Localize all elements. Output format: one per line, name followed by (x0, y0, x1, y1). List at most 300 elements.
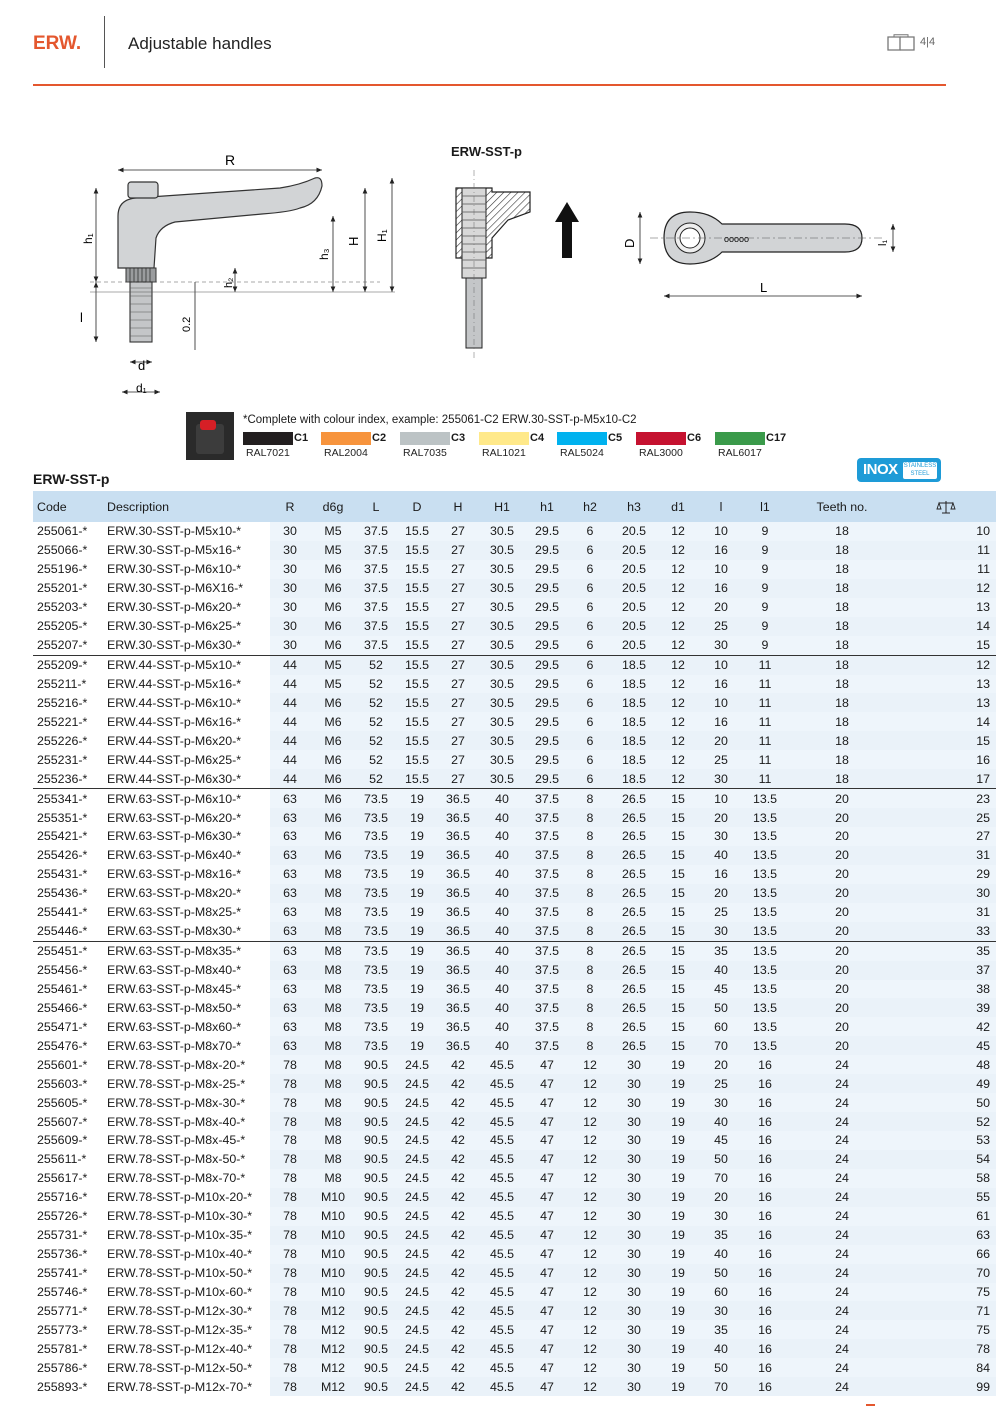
table-cell: 36.5 (438, 961, 478, 980)
colour-ral: RAL7021 (246, 447, 290, 459)
colour-ral: RAL3000 (639, 447, 683, 459)
table-cell: 31 (896, 903, 996, 922)
table-cell: 47 (526, 1055, 568, 1074)
table-cell: 255607-* (33, 1112, 103, 1131)
table-cell: 12 (568, 1055, 612, 1074)
table-cell: 47 (526, 1131, 568, 1150)
table-cell: 24 (788, 1339, 896, 1358)
table-cell: 52 (356, 750, 396, 769)
table-cell: 27 (438, 522, 478, 541)
table-cell: 90.5 (356, 1169, 396, 1188)
table-cell: 255207-* (33, 636, 103, 655)
table-cell: 42 (438, 1055, 478, 1074)
table-cell: 19 (396, 865, 438, 884)
table-cell: 73.5 (356, 941, 396, 960)
table-cell: 6 (568, 731, 612, 750)
table-cell: M12 (310, 1320, 356, 1339)
table-cell: 24.5 (396, 1339, 438, 1358)
table-cell: 30 (700, 636, 742, 655)
table-cell: 6 (568, 750, 612, 769)
svg-text:0.2: 0.2 (181, 316, 193, 332)
table-cell: 30 (612, 1169, 656, 1188)
table-cell: 63 (270, 827, 310, 846)
colour-swatch (243, 432, 293, 445)
table-row (33, 1301, 996, 1320)
table-cell: 27 (438, 579, 478, 598)
table-cell: 42 (438, 1226, 478, 1245)
svg-text:H: H (346, 236, 361, 246)
table-cell: 15 (656, 827, 700, 846)
table-cell: 30 (612, 1320, 656, 1339)
table-cell: 255736-* (33, 1245, 103, 1264)
table-cell: 24.5 (396, 1055, 438, 1074)
colour-code: C3 (451, 432, 466, 444)
table-cell: 6 (568, 636, 612, 655)
colour-swatch (636, 432, 686, 445)
table-cell: 16 (742, 1112, 788, 1131)
table-cell: 36.5 (438, 865, 478, 884)
table-row (33, 1150, 996, 1169)
table-cell: 20 (788, 903, 896, 922)
table-cell: 78 (270, 1245, 310, 1264)
table-cell: 29.5 (526, 769, 568, 788)
table-cell: 8 (568, 941, 612, 960)
table-cell: 45.5 (478, 1112, 526, 1131)
table-cell: 52 (356, 731, 396, 750)
table-cell: 11 (742, 712, 788, 731)
table-cell: 12 (656, 655, 700, 674)
table-cell: 24.5 (396, 1358, 438, 1377)
table-cell: 24.5 (396, 1112, 438, 1131)
table-cell: 8 (568, 1017, 612, 1036)
table-cell: 30 (896, 884, 996, 903)
table-cell: 50 (700, 1150, 742, 1169)
table-cell: 19 (656, 1301, 700, 1320)
table-cell: M10 (310, 1188, 356, 1207)
table-cell: 40 (478, 1036, 526, 1055)
table-cell: 90.5 (356, 1207, 396, 1226)
table-cell: 12 (568, 1207, 612, 1226)
table-row (33, 1188, 996, 1207)
page-header (0, 0, 946, 88)
table-cell: 18 (788, 769, 896, 788)
table-cell: 16 (742, 1283, 788, 1302)
colour-note: *Complete with colour index, example: 255061-C2 ERW.30-SST-p-M5x10-C2 (243, 414, 637, 426)
table-cell: 16 (742, 1358, 788, 1377)
table-cell: M12 (310, 1301, 356, 1320)
colour-ral: RAL5024 (560, 447, 604, 459)
table-cell: 24.5 (396, 1301, 438, 1320)
table-row (33, 1377, 996, 1396)
table-cell: ERW.63-SST-p-M8x20-* (103, 884, 270, 903)
table-cell: 12 (568, 1301, 612, 1320)
table-cell: M8 (310, 1169, 356, 1188)
table-cell: M8 (310, 961, 356, 980)
table-cell: 24 (788, 1377, 896, 1396)
table-cell: 20.5 (612, 636, 656, 655)
table-cell: 40 (478, 808, 526, 827)
table-row (33, 712, 996, 731)
table-cell: 47 (526, 1169, 568, 1188)
table-cell: 24 (788, 1169, 896, 1188)
table-cell: 90.5 (356, 1150, 396, 1169)
table-cell: 255061-* (33, 522, 103, 541)
table-cell: 78 (270, 1339, 310, 1358)
table-cell: 15.5 (396, 655, 438, 674)
table-cell: 37 (896, 961, 996, 980)
table-cell: 255209-* (33, 655, 103, 674)
table-cell: 16 (742, 1226, 788, 1245)
table-cell: 30 (270, 579, 310, 598)
table-cell: 255605-* (33, 1093, 103, 1112)
table-cell: 45.5 (478, 1283, 526, 1302)
table-cell: 45.5 (478, 1339, 526, 1358)
table-cell: 16 (742, 1301, 788, 1320)
table-cell: 8 (568, 827, 612, 846)
table-cell: 24 (788, 1112, 896, 1131)
table-cell: 24 (788, 1055, 896, 1074)
table-cell: 30.5 (478, 712, 526, 731)
table-cell: 255231-* (33, 750, 103, 769)
table-cell: 45.5 (478, 1207, 526, 1226)
table-cell: 19 (656, 1150, 700, 1169)
table-cell: 78 (270, 1207, 310, 1226)
table-cell: 33 (896, 922, 996, 941)
table-cell: 78 (270, 1226, 310, 1245)
table-cell: 25 (700, 750, 742, 769)
table-cell: 13.5 (742, 808, 788, 827)
colour-ral: RAL1021 (482, 447, 526, 459)
table-cell: 16 (700, 712, 742, 731)
table-cell: 20 (788, 808, 896, 827)
table-row (33, 1320, 996, 1339)
table-cell: 255446-* (33, 922, 103, 941)
table-row (33, 941, 996, 960)
colour-swatch (400, 432, 450, 445)
table-cell: 15.5 (396, 541, 438, 560)
table-cell: 37.5 (526, 865, 568, 884)
table-cell: 14 (896, 617, 996, 636)
table-cell: 29.5 (526, 675, 568, 694)
table-cell: 255609-* (33, 1131, 103, 1150)
table-cell: 13 (896, 675, 996, 694)
table-cell: 30.5 (478, 598, 526, 617)
table-row (33, 636, 996, 655)
table-cell: 45.5 (478, 1245, 526, 1264)
table-cell: 35 (896, 941, 996, 960)
table-cell: 63 (270, 865, 310, 884)
table-cell: 8 (568, 1036, 612, 1055)
table-cell: 255421-* (33, 827, 103, 846)
table-cell: 19 (396, 1017, 438, 1036)
table-cell: 63 (270, 808, 310, 827)
spec-table (33, 491, 996, 1396)
table-cell: 255771-* (33, 1301, 103, 1320)
table-cell: ERW.63-SST-p-M8x50-* (103, 998, 270, 1017)
table-cell: 29.5 (526, 636, 568, 655)
table-cell: 24.5 (396, 1245, 438, 1264)
table-cell: 13.5 (742, 789, 788, 808)
table-cell: 45.5 (478, 1093, 526, 1112)
table-row (33, 1074, 996, 1093)
table-cell: 75 (896, 1283, 996, 1302)
table-cell: 6 (568, 617, 612, 636)
table-cell: ERW.44-SST-p-M5x10-* (103, 655, 270, 674)
table-cell: 66 (896, 1245, 996, 1264)
table-cell: 40 (478, 827, 526, 846)
table-cell: M5 (310, 541, 356, 560)
table-cell: M5 (310, 655, 356, 674)
table-cell: 24 (788, 1301, 896, 1320)
table-cell: 10 (700, 789, 742, 808)
table-cell: 47 (526, 1264, 568, 1283)
table-cell: M10 (310, 1226, 356, 1245)
table-cell: 37.5 (356, 598, 396, 617)
table-cell: M12 (310, 1339, 356, 1358)
table-cell: 255226-* (33, 731, 103, 750)
table-cell: 19 (656, 1245, 700, 1264)
table-cell: 50 (700, 1358, 742, 1377)
column-header: Description (103, 491, 270, 522)
weight-column-header (896, 491, 996, 522)
table-cell: 30 (700, 922, 742, 941)
table-cell: 90.5 (356, 1339, 396, 1358)
table-row (33, 903, 996, 922)
table-cell: 11 (742, 731, 788, 750)
table-cell: ERW.30-SST-p-M6x30-* (103, 636, 270, 655)
table-cell: 20 (788, 789, 896, 808)
table-cell: 90.5 (356, 1283, 396, 1302)
table-cell: M6 (310, 693, 356, 712)
colour-ral: RAL2004 (324, 447, 368, 459)
table-cell: 37.5 (526, 941, 568, 960)
table-cell: 6 (568, 675, 612, 694)
table-cell: M6 (310, 617, 356, 636)
table-cell: 73.5 (356, 884, 396, 903)
table-cell: 29.5 (526, 579, 568, 598)
table-cell: 63 (270, 884, 310, 903)
table-cell: 47 (526, 1301, 568, 1320)
table-cell: 63 (270, 980, 310, 999)
table-cell: 47 (526, 1283, 568, 1302)
table-cell: 73.5 (356, 903, 396, 922)
table-cell: 20 (700, 731, 742, 750)
table-cell: 40 (478, 789, 526, 808)
table-cell: 27 (438, 560, 478, 579)
table-cell: 63 (270, 922, 310, 941)
table-cell: 19 (656, 1131, 700, 1150)
table-cell: M6 (310, 598, 356, 617)
colour-code: C17 (766, 432, 787, 444)
table-cell: 44 (270, 712, 310, 731)
colour-code: C5 (608, 432, 623, 444)
table-cell: 13.5 (742, 865, 788, 884)
table-cell: 45.5 (478, 1320, 526, 1339)
footer-mark (866, 1404, 875, 1406)
table-cell: 24 (788, 1283, 896, 1302)
table-cell: ERW.44-SST-p-M6x25-* (103, 750, 270, 769)
table-cell: 19 (656, 1093, 700, 1112)
table-cell: 20 (788, 941, 896, 960)
table-cell: 24.5 (396, 1169, 438, 1188)
table-cell: ERW.78-SST-p-M10x-20-* (103, 1188, 270, 1207)
table-cell: 27 (896, 827, 996, 846)
table-cell: 24 (788, 1207, 896, 1226)
table-cell: 18.5 (612, 693, 656, 712)
table-cell: 47 (526, 1112, 568, 1131)
table-cell: 30 (270, 598, 310, 617)
table-cell: 12 (568, 1188, 612, 1207)
table-cell: 63 (270, 941, 310, 960)
table-cell: 12 (656, 579, 700, 598)
table-row (33, 655, 996, 674)
table-cell: 15 (656, 903, 700, 922)
table-cell: ERW.63-SST-p-M8x30-* (103, 922, 270, 941)
table-row (33, 961, 996, 980)
table-cell: 9 (742, 598, 788, 617)
table-cell: 45 (896, 1036, 996, 1055)
table-cell: 40 (478, 903, 526, 922)
table-cell: 12 (568, 1150, 612, 1169)
table-cell: 13.5 (742, 1017, 788, 1036)
table-cell: 15.5 (396, 675, 438, 694)
column-header: d6g (310, 491, 356, 522)
table-cell: 15.5 (396, 560, 438, 579)
table-cell: 12 (656, 522, 700, 541)
table-cell: 255436-* (33, 884, 103, 903)
table-cell: M6 (310, 712, 356, 731)
table-cell: 90.5 (356, 1301, 396, 1320)
table-cell: 16 (700, 865, 742, 884)
table-cell: 18 (788, 541, 896, 560)
table-cell: 19 (656, 1074, 700, 1093)
table-cell: 6 (568, 598, 612, 617)
column-header: d1 (656, 491, 700, 522)
table-cell: 20 (788, 961, 896, 980)
table-cell: 26.5 (612, 1036, 656, 1055)
table-cell: 24.5 (396, 1074, 438, 1093)
table-row (33, 579, 996, 598)
table-cell: M6 (310, 827, 356, 846)
table-cell: 12 (568, 1264, 612, 1283)
table-cell: 27 (438, 636, 478, 655)
table-row (33, 998, 996, 1017)
table-cell: 19 (396, 808, 438, 827)
table-cell: 73.5 (356, 961, 396, 980)
table-cell: 12 (656, 617, 700, 636)
table-cell: 26.5 (612, 903, 656, 922)
table-cell: 37.5 (526, 808, 568, 827)
table-cell: 255716-* (33, 1188, 103, 1207)
table-cell: 255216-* (33, 693, 103, 712)
table-cell: 26.5 (612, 789, 656, 808)
table-row (33, 1339, 996, 1358)
table-cell: 16 (742, 1377, 788, 1396)
table-cell: 90.5 (356, 1264, 396, 1283)
table-cell: 49 (896, 1074, 996, 1093)
table-cell: 42 (438, 1377, 478, 1396)
table-cell: 16 (742, 1188, 788, 1207)
table-cell: 16 (742, 1264, 788, 1283)
table-cell: 37.5 (526, 998, 568, 1017)
table-cell: 26.5 (612, 980, 656, 999)
table-cell: 30.5 (478, 560, 526, 579)
table-cell: M6 (310, 636, 356, 655)
table-cell: 45.5 (478, 1131, 526, 1150)
table-cell: 44 (270, 769, 310, 788)
table-cell: 9 (742, 541, 788, 560)
table-cell: 24.5 (396, 1131, 438, 1150)
table-cell: 12 (656, 636, 700, 655)
table-cell: 42 (438, 1320, 478, 1339)
table-cell: 18 (788, 636, 896, 655)
table-cell: 18.5 (612, 712, 656, 731)
table-cell: 27 (438, 693, 478, 712)
table-cell: 255456-* (33, 961, 103, 980)
table-cell: 25 (700, 903, 742, 922)
table-cell: 255611-* (33, 1150, 103, 1169)
table-cell: 73.5 (356, 1036, 396, 1055)
table-cell: M8 (310, 1074, 356, 1093)
table-cell: M12 (310, 1358, 356, 1377)
header-rule (33, 84, 946, 86)
table-cell: 26.5 (612, 827, 656, 846)
table-cell: 255466-* (33, 998, 103, 1017)
table-cell: 18 (788, 617, 896, 636)
table-cell: 70 (896, 1264, 996, 1283)
table-cell: ERW.63-SST-p-M6x40-* (103, 846, 270, 865)
table-cell: M8 (310, 1112, 356, 1131)
column-header: L (356, 491, 396, 522)
table-row (33, 1055, 996, 1074)
table-cell: 30 (612, 1131, 656, 1150)
table-cell: M6 (310, 789, 356, 808)
table-cell: ERW.78-SST-p-M8x-25-* (103, 1074, 270, 1093)
table-cell: M6 (310, 808, 356, 827)
table-cell: 54 (896, 1150, 996, 1169)
svg-text:R: R (225, 152, 236, 168)
table-cell: 29.5 (526, 693, 568, 712)
table-cell: 13 (896, 693, 996, 712)
table-cell: 16 (742, 1207, 788, 1226)
table-cell: 13.5 (742, 827, 788, 846)
table-cell: 13.5 (742, 846, 788, 865)
table-cell: 15.5 (396, 617, 438, 636)
table-cell: 255786-* (33, 1358, 103, 1377)
table-cell: M6 (310, 750, 356, 769)
table-cell: 37.5 (356, 617, 396, 636)
table-cell: 255196-* (33, 560, 103, 579)
table-cell: 30 (700, 1301, 742, 1320)
table-cell: ERW.30-SST-p-M5x16-* (103, 541, 270, 560)
table-cell: 18 (788, 522, 896, 541)
table-cell: 19 (396, 903, 438, 922)
table-cell: 30 (612, 1055, 656, 1074)
table-row (33, 675, 996, 694)
table-cell: 15 (656, 998, 700, 1017)
table-cell: 19 (656, 1207, 700, 1226)
table-cell: 40 (478, 1017, 526, 1036)
table-row (33, 560, 996, 579)
table-cell: 27 (438, 617, 478, 636)
table-cell: 18 (788, 693, 896, 712)
table-cell: 255476-* (33, 1036, 103, 1055)
table-cell: 19 (396, 1036, 438, 1055)
table-cell: 70 (700, 1377, 742, 1396)
table-cell: 15 (896, 731, 996, 750)
table-cell: 52 (356, 675, 396, 694)
table-cell: 6 (568, 769, 612, 788)
